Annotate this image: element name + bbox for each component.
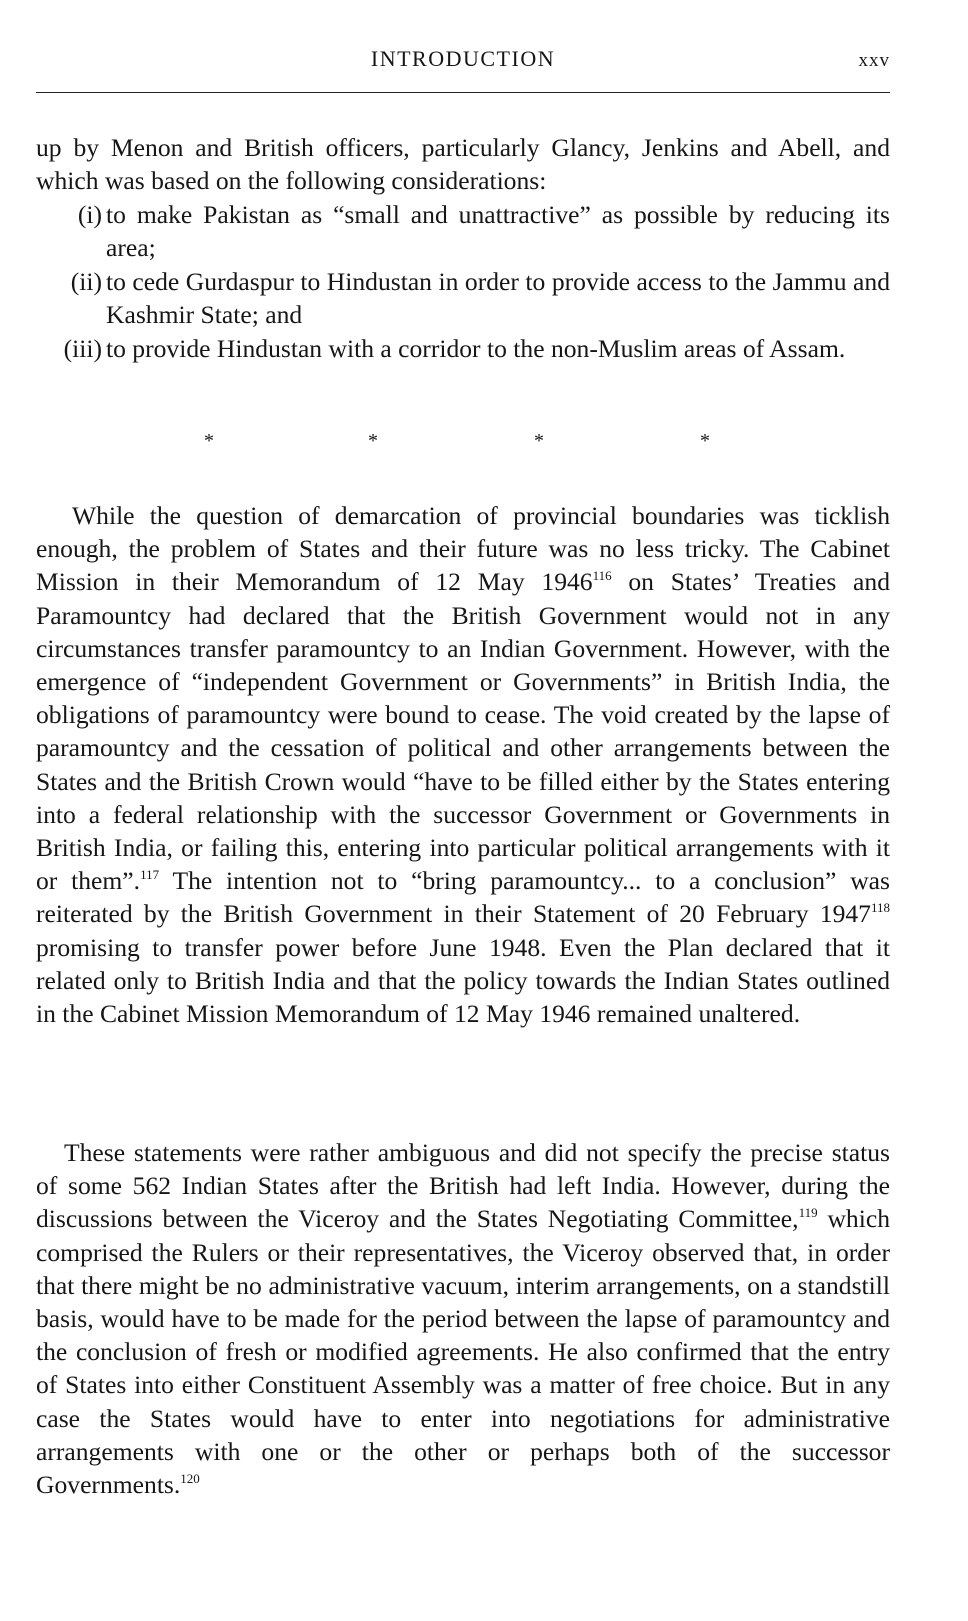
paragraph-text: promising to transfer power before June 1948. Even the Plan declared that it related only to British India and that the policy towards the Indian States outlined in the Cabinet Mission Memorandum of 12 May 1946 remained unaltered. <box>36 932 890 1029</box>
footnote-ref: 116 <box>592 567 612 583</box>
list-marker: (ii) <box>70 267 102 296</box>
paragraph-continued: up by Menon and British officers, particularly Glancy, Jenkins and Abell, and which was based on the following considerations: <box>36 133 890 196</box>
paragraph-text: which comprised the Rulers or their representatives, the Viceroy observed that, in order that there might be no administrative vacuum, interim arrangements, on a standstill basis, would have to be made for the period between the lapse of paramountcy and the conclusion of fresh or modified agreements. He also confirmed that the entry of States into either Constituent Assembly was a matter of free choice. But in any case the States would have to enter into negotiations for administrative arrangements with one or the other or perhaps both of the successor Governments. <box>36 1204 890 1500</box>
footnote-ref: 117 <box>140 866 160 882</box>
list-item <box>36 198 890 264</box>
list-item-text: to provide Hindustan with a corridor to the non-Muslim areas of Assam. <box>106 334 846 363</box>
running-head: INTRODUCTION <box>370 46 556 71</box>
paragraph-text: The intention not to “bring paramountcy... to a conclusion” was reiterated by the British Government in their Statement of 20 February 1947 <box>36 866 890 929</box>
asterisk-ornament: * <box>204 430 214 452</box>
list-item-text: to cede Gurdaspur to Hindustan in order to provide access to the Jammu and Kashmir State; and <box>106 267 890 330</box>
page-header <box>36 44 890 93</box>
asterisk-ornament: * <box>368 430 378 452</box>
paragraph-states <box>36 499 890 1030</box>
paragraph-text: on States’ Treaties and Paramountcy had declared that the British Government would not in any circumstances transfer paramountcy to an Indian Government. However, with the emergence of “independent Government or Governments” in British India, the obligations of paramountcy were bound to cease. The void created by the lapse of paramountcy and the cessation of political and other arrangements between the States and the British Crown would “have to be filled either by the States entering into a federal relationship with the successor Government or Governments in British India, or failing this, entering into particular political arrangements with it or them”. <box>36 567 890 896</box>
paragraph-text: While the question of demarcation of provincial boundaries was ticklish enough, the problem of States and their future was no less tricky. The Cabinet Mission in their Memorandum of 12 May 1946 <box>36 501 890 597</box>
footnote-ref: 119 <box>798 1204 818 1220</box>
section-divider <box>0 428 968 458</box>
list-item <box>36 332 890 365</box>
list-item-text: to make Pakistan as “small and unattractive” as possible by reducing its area; <box>106 200 890 263</box>
list-marker: (i) <box>77 200 102 229</box>
paragraph-text: These statements were rather ambiguous and did not specify the precise status of some 562 Indian States after the British had left India. However, during the discussions between the Viceroy and the States Negotiating Committee, <box>36 1138 890 1234</box>
page-number: xxv <box>858 50 890 71</box>
asterisk-ornament: * <box>534 430 544 452</box>
list-marker: (iii) <box>63 334 102 363</box>
footnote-ref: 120 <box>180 1470 200 1486</box>
footnote-ref: 118 <box>870 899 890 915</box>
list-item <box>36 265 890 331</box>
paragraph-statements <box>36 1136 890 1501</box>
asterisk-ornament: * <box>700 430 710 452</box>
